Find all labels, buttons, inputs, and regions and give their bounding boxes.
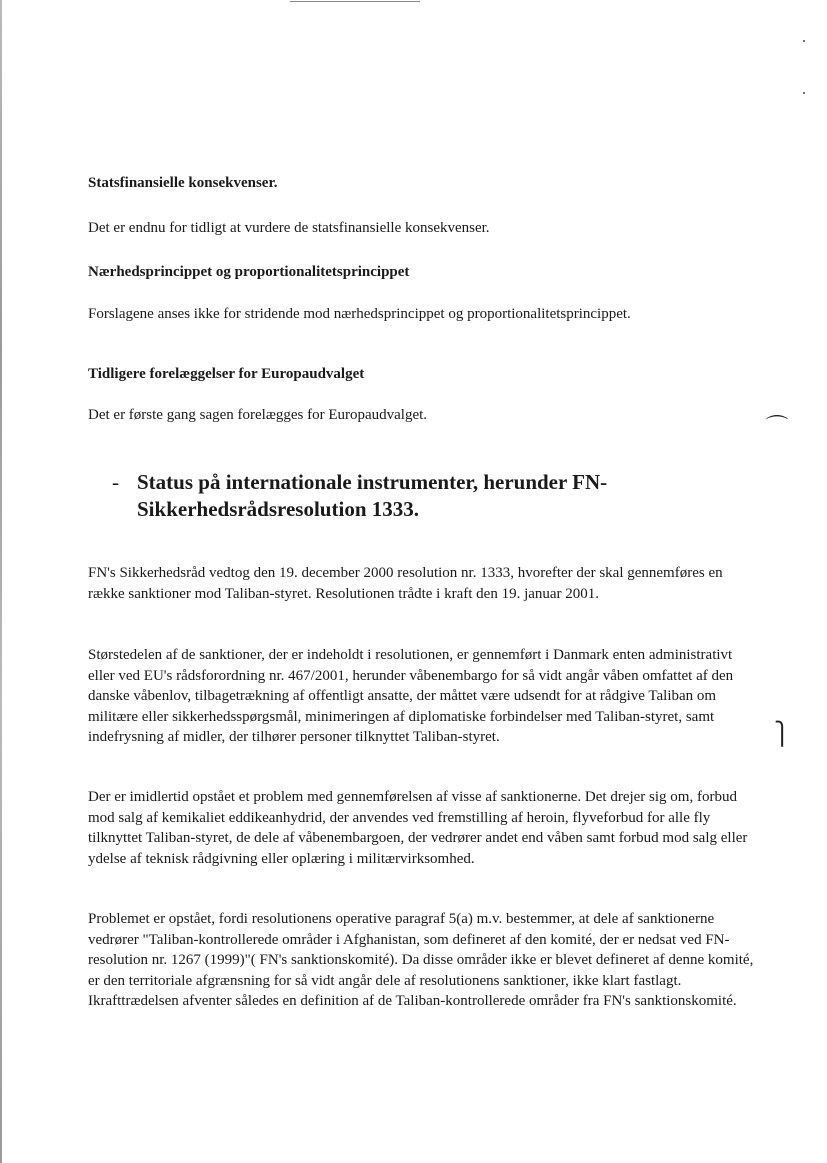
paragraph-sanctions-implemented: Størstedelen af de sanktioner, der er indeholdt i resolutionen, er gennemført i Danmark enten administrativt eller ved EU's rådsforordning nr. 467/2001, herunder våbenembargo for så vidt angår våben omfattet af den danske våbenlov, tilbagetrækning af offentligt ansatte, der måttet være udsendt for at rådgive Taliban om militære eller sikkerhedsspørgsmål, minimeringen af diplomatiske forbindelser med Taliban-styret, samt indefrysning af midler, der tilhører personer tilknyttet Taliban-styret. [88,647,734,746]
main-section-heading [112,469,672,523]
paragraph-operative-paragraph: Problemet er opstået, fordi resolutionens operative paragraf 5(a) m.v. bestemmer, at dele af sanktionerne vedrører "Taliban-kontrollerede områder i Afghanistan, som defineret af den komité, der er nedsat ved FN-resolution nr. 1267 (1999)"( FN's sanktionskomité). Da disse områder ikke er blevet defineret af denne komité, er den territoriale afgrænsning for så vidt angår dele af resolutionens sanktioner, ikke klart fastlagt. Ikrafttrædelsen afventer således en definition af de Taliban-kontrollerede områder fra FN's sanktionskomité. [88,911,754,1010]
paragraph-problem: Der er imidlertid opstået et problem med gennemførelsen af visse af sanktionerne. Det drejer sig om, forbud mod salg af kemikaliet eddikeanhydrid, der anvendes ved fremstilling af heroin, flyveforbud for alle fly tilknyttet Taliban-styret, de dele af våbenembargoen, der vedrører andet end våben samt forbud mod salg eller ydelse af teknisk rådgivning eller oplæring i militærvirksomhed. [88,789,748,867]
section-body-tidligere: Det er første gang sagen forelægges for Europaudvalget. [88,407,428,423]
scan-speck [803,92,805,94]
scan-left-edge [0,0,2,1163]
scan-top-rule [290,1,420,2]
section-heading-statsfinansielle: Statsfinansielle konsekvenser. [88,175,278,191]
margin-bracket-icon: ⌒ [766,415,789,440]
section-body-statsfinansielle: Det er endnu for tidligt at vurdere de statsfinansielle konsekvenser. [88,220,490,236]
heading-dash: - [112,470,119,494]
section-heading-naerhedsprincippet: Nærhedsprincippet og proportionalitetsprincippet [88,264,410,280]
paragraph-resolution: FN's Sikkerhedsråd vedtog den 19. december 2000 resolution nr. 1333, hvorefter der skal gennemføres en række sanktioner mod Taliban-styret. Resolutionen trådte i kraft den 19. januar 2001. [88,565,723,602]
main-heading-text: Status på internationale instrumenter, herunder FN-Sikkerhedsrådsresolution 1333. [137,470,608,521]
section-body-naerhedsprincippet: Forslagene anses ikke for stridende mod nærhedsprincippet og proportionalitetsprincippet. [88,306,631,322]
section-heading-tidligere: Tidligere forelæggelser for Europaudvalget [88,366,365,382]
margin-bracket-icon: ⎫ [774,722,791,747]
scan-speck [803,40,805,42]
